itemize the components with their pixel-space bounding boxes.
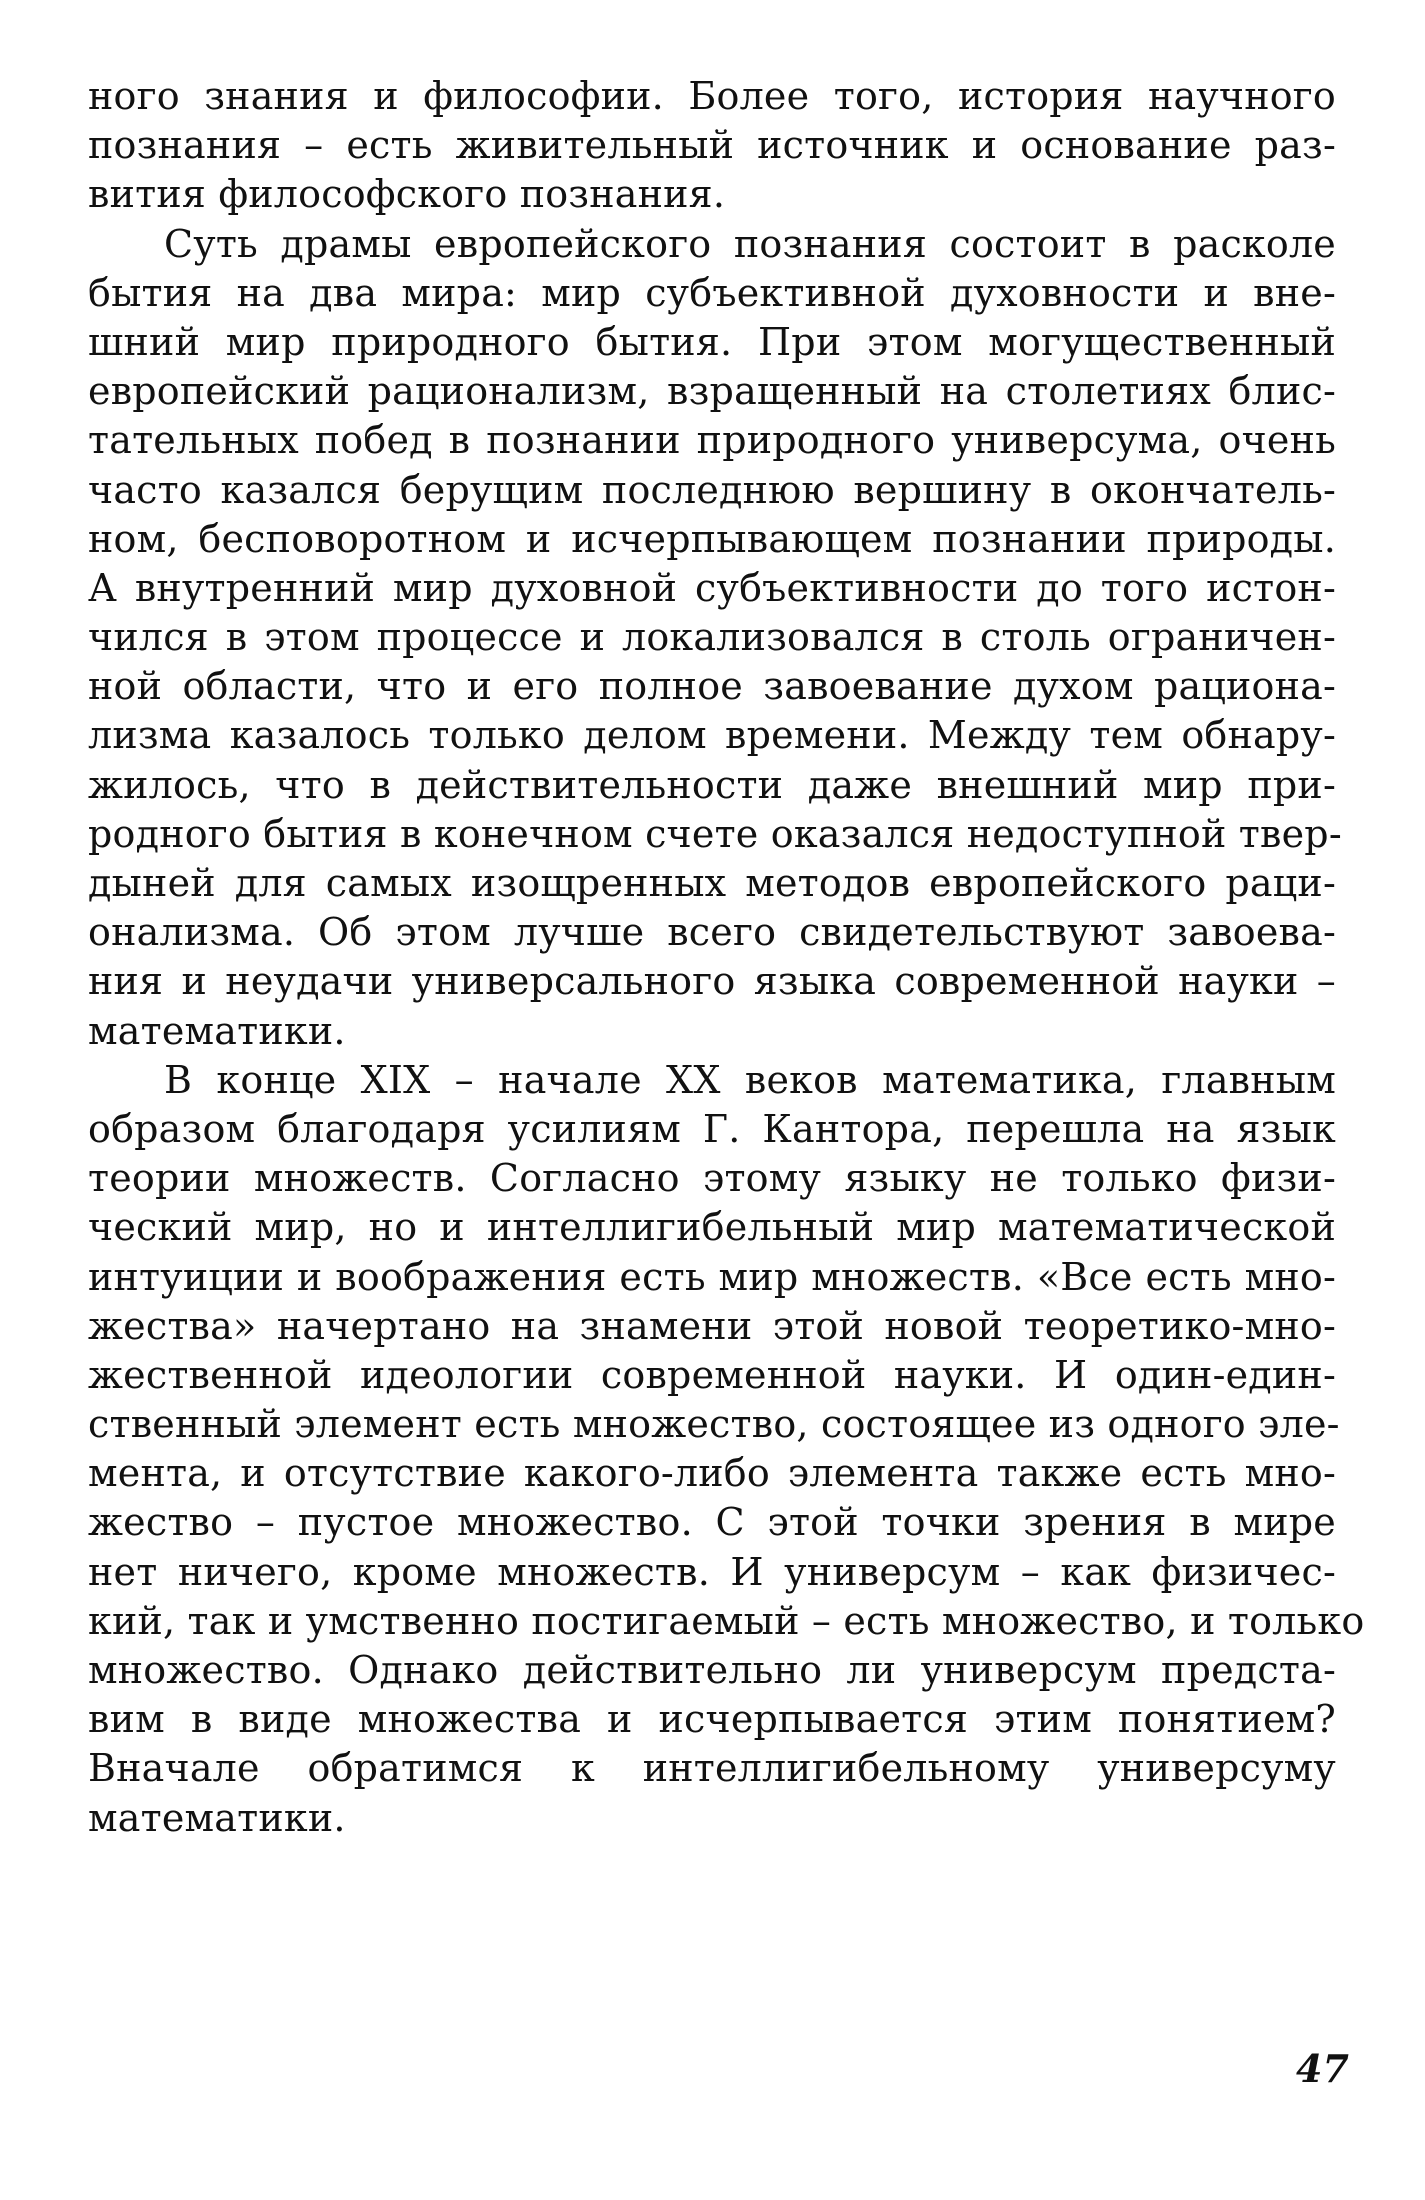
text-line: ного знания и философии. Более того, история научного <box>88 74 1336 118</box>
text-line: родного бытия в конечном счете оказался недоступной твер- <box>88 811 1342 856</box>
text-line: европейский рационализм, взращенный на столетиях блис- <box>88 369 1336 414</box>
text-line: множество. Однако действительно ли универсум предста- <box>88 1648 1336 1692</box>
text-line: часто казался берущим последнюю вершину в окончатель- <box>88 467 1336 512</box>
text-line: лизма казалось только делом времени. Между тем обнару- <box>88 713 1336 758</box>
text-line: образом благодаря усилиям Г. Кантора, перешла на язык <box>88 1106 1336 1151</box>
text-line: ческий мир, но и интеллигибельный мир математической <box>88 1205 1336 1250</box>
body-text <box>88 72 1365 1843</box>
text-line: жества» начертано на знамени этой новой теоретико-мно- <box>88 1303 1336 1348</box>
text-line: жилось, что в действительности даже внешний мир при- <box>88 762 1336 807</box>
text-line: ния и неудачи универсального языка современной науки – <box>88 959 1336 1004</box>
text-line: ном, бесповоротном и исчерпывающем познании природы. <box>88 516 1336 561</box>
text-line: ной области, что и его полное завоевание духом рациона- <box>88 664 1336 709</box>
text-line: познания – есть живительный источник и основание раз- <box>88 123 1336 168</box>
paragraph-first-line: Суть драмы европейского познания состоит в расколе <box>164 221 1336 266</box>
text-line: вим в виде множества и исчерпывается этим понятием? <box>88 1697 1336 1742</box>
text-line: шний мир природного бытия. При этом могущественный <box>88 319 1336 364</box>
text-line: Вначале обратимся к интеллигибельному универсуму <box>88 1746 1336 1791</box>
text-line: жество – пустое множество. С этой точки зрения в мире <box>88 1500 1336 1545</box>
text-line: математики. <box>88 1008 346 1053</box>
text-line: ственный элемент есть множество, состоящее из одного эле- <box>88 1402 1340 1447</box>
text-line: чился в этом процессе и локализовался в столь ограничен- <box>88 615 1336 660</box>
text-line: бытия на два мира: мир субъективной духовности и вне- <box>88 270 1336 315</box>
text-line: теории множеств. Согласно этому языку не только физи- <box>88 1156 1336 1201</box>
text-line: вития философского познания. <box>88 172 726 217</box>
text-line: А внутренний мир духовной субъективности до того истон- <box>88 565 1336 610</box>
text-line: интуиции и воображения есть мир множеств. «Все есть мно- <box>88 1254 1336 1299</box>
text-line: математики. <box>88 1795 346 1840</box>
text-line: кий, так и умственно постигаемый – есть множество, и только <box>88 1598 1365 1643</box>
text-line: жественной идеологии современной науки. И один-един- <box>88 1352 1336 1397</box>
text-line: онализма. Об этом лучше всего свидетельствуют завоева- <box>88 910 1336 955</box>
paragraph-first-line: В конце XIX – начале XX веков математика, главным <box>164 1057 1336 1102</box>
text-line: дыней для самых изощренных методов европейского раци- <box>88 861 1336 905</box>
text-line: тательных побед в познании природного универсума, очень <box>88 418 1336 463</box>
text-line: мента, и отсутствие какого-либо элемента также есть мно- <box>88 1451 1336 1496</box>
text-line: нет ничего, кроме множеств. И универсум – как физичес- <box>88 1549 1336 1594</box>
page-number: 47 <box>1296 2046 1349 2091</box>
